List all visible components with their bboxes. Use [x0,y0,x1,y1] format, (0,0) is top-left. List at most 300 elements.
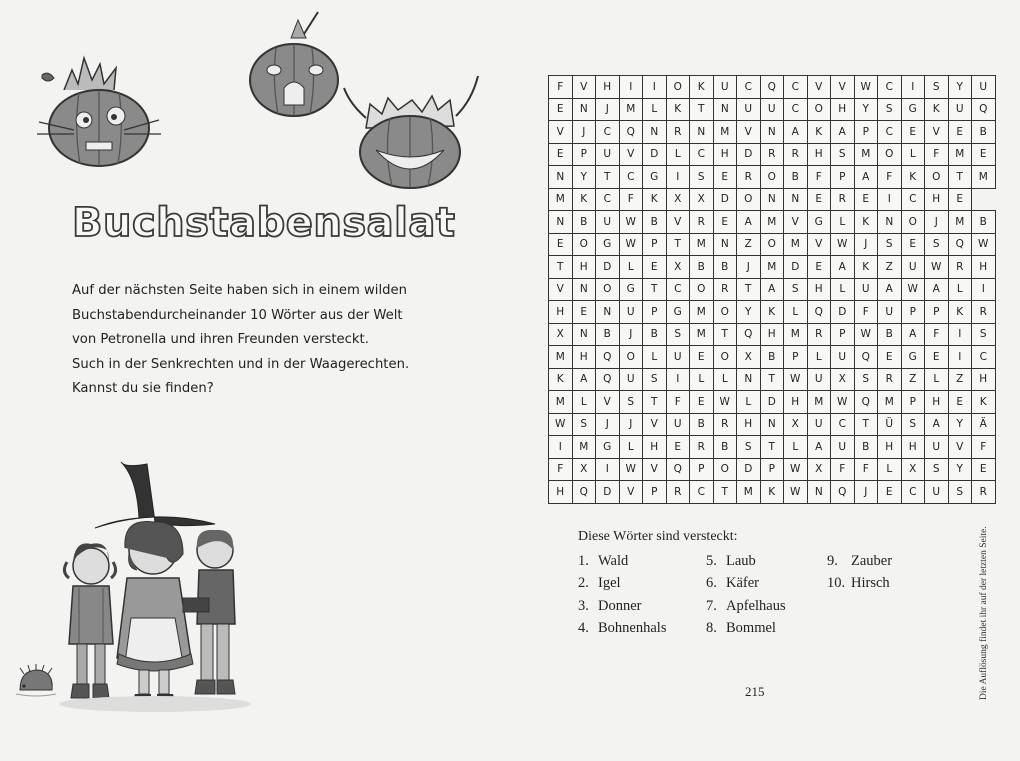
grid-cell[interactable]: L [831,211,855,234]
grid-cell[interactable]: S [854,368,878,391]
grid-cell[interactable]: G [807,211,831,234]
grid-cell[interactable]: U [737,98,761,121]
grid-cell[interactable]: S [643,368,667,391]
grid-cell[interactable]: R [666,481,690,504]
grid-cell[interactable]: D [784,256,808,279]
grid-cell[interactable]: H [925,391,949,414]
grid-cell[interactable]: J [619,323,643,346]
grid-cell[interactable]: U [854,278,878,301]
grid-cell[interactable]: C [784,76,808,99]
grid-cell[interactable]: A [807,436,831,459]
grid-cell[interactable]: J [925,211,949,234]
word-search-grid[interactable] [548,75,996,504]
grid-cell[interactable]: T [713,323,737,346]
grid-cell[interactable]: Q [596,346,620,369]
grid-cell[interactable]: O [713,346,737,369]
grid-cell[interactable]: E [807,256,831,279]
grid-cell[interactable]: S [737,436,761,459]
grid-cell[interactable]: R [690,436,714,459]
grid-cell[interactable]: M [760,211,784,234]
grid-cell[interactable]: N [760,121,784,144]
grid-cell[interactable]: O [572,233,596,256]
grid-cell[interactable]: L [784,436,808,459]
grid-cell[interactable]: T [713,481,737,504]
grid-cell[interactable]: V [549,278,573,301]
grid-cell[interactable]: H [760,323,784,346]
grid-cell[interactable]: J [619,413,643,436]
grid-cell[interactable]: A [737,211,761,234]
grid-cell[interactable]: N [878,211,902,234]
grid-cell[interactable]: Y [948,458,972,481]
grid-cell[interactable]: G [596,233,620,256]
grid-cell[interactable]: Q [596,368,620,391]
grid-cell[interactable]: X [831,368,855,391]
grid-cell[interactable]: S [784,278,808,301]
grid-cell[interactable]: M [854,143,878,166]
grid-cell[interactable]: V [925,121,949,144]
grid-cell[interactable]: P [643,233,667,256]
grid-cell[interactable]: O [878,143,902,166]
grid-cell[interactable]: W [854,323,878,346]
grid-cell[interactable]: S [972,323,996,346]
grid-cell[interactable]: W [784,368,808,391]
grid-cell[interactable]: S [925,76,949,99]
grid-cell[interactable]: A [878,278,902,301]
grid-cell[interactable]: V [619,143,643,166]
grid-cell[interactable]: H [572,256,596,279]
grid-cell[interactable]: R [831,188,855,211]
grid-cell[interactable]: K [854,256,878,279]
grid-cell[interactable]: P [901,301,925,324]
grid-cell[interactable]: H [807,278,831,301]
grid-cell[interactable]: N [760,188,784,211]
grid-cell[interactable]: W [619,211,643,234]
grid-cell[interactable]: Q [854,346,878,369]
grid-cell[interactable]: N [784,188,808,211]
grid-cell[interactable]: W [925,256,949,279]
grid-cell[interactable]: G [643,166,667,189]
grid-cell[interactable]: V [549,121,573,144]
grid-cell[interactable]: F [807,166,831,189]
grid-cell[interactable]: V [572,76,596,99]
grid-cell[interactable]: W [972,233,996,256]
grid-cell[interactable]: V [666,211,690,234]
grid-cell[interactable]: E [643,256,667,279]
grid-cell[interactable]: U [948,98,972,121]
grid-cell[interactable]: X [572,458,596,481]
grid-cell[interactable]: O [666,76,690,99]
grid-cell[interactable]: P [831,323,855,346]
grid-cell[interactable]: E [713,166,737,189]
grid-cell[interactable]: H [713,143,737,166]
grid-cell[interactable]: B [854,436,878,459]
grid-cell[interactable]: L [901,143,925,166]
grid-cell[interactable]: L [948,278,972,301]
grid-cell[interactable]: R [807,323,831,346]
grid-cell[interactable]: E [666,436,690,459]
grid-cell[interactable]: F [666,391,690,414]
grid-cell[interactable]: U [925,436,949,459]
grid-cell[interactable]: F [925,143,949,166]
grid-cell[interactable]: Q [760,76,784,99]
grid-cell[interactable]: G [666,301,690,324]
grid-cell[interactable]: S [925,233,949,256]
grid-cell[interactable]: E [948,391,972,414]
grid-cell[interactable]: L [878,458,902,481]
grid-cell[interactable]: N [549,211,573,234]
grid-cell[interactable]: M [690,301,714,324]
grid-cell[interactable]: K [666,98,690,121]
grid-cell[interactable]: C [619,166,643,189]
grid-cell[interactable]: C [690,143,714,166]
grid-cell[interactable]: Q [666,458,690,481]
grid-cell[interactable]: M [784,233,808,256]
grid-cell[interactable]: E [972,458,996,481]
grid-cell[interactable]: M [713,121,737,144]
grid-cell[interactable]: U [878,301,902,324]
grid-cell[interactable]: I [549,436,573,459]
grid-cell[interactable]: S [619,391,643,414]
grid-cell[interactable]: L [572,391,596,414]
grid-cell[interactable]: L [619,256,643,279]
grid-cell[interactable]: O [619,346,643,369]
grid-cell[interactable]: E [901,233,925,256]
grid-cell[interactable]: M [760,256,784,279]
grid-cell[interactable]: U [831,346,855,369]
grid-cell[interactable]: B [972,211,996,234]
grid-cell[interactable]: N [713,233,737,256]
grid-cell[interactable]: D [737,143,761,166]
grid-cell[interactable]: Q [807,301,831,324]
grid-cell[interactable]: K [760,481,784,504]
grid-cell[interactable]: P [690,458,714,481]
grid-cell[interactable]: H [643,436,667,459]
grid-cell[interactable]: W [901,278,925,301]
grid-cell[interactable]: U [713,76,737,99]
grid-cell[interactable]: R [690,211,714,234]
grid-cell[interactable]: T [643,391,667,414]
grid-cell[interactable]: E [972,143,996,166]
grid-cell[interactable]: L [666,143,690,166]
grid-cell[interactable]: F [549,76,573,99]
grid-cell[interactable]: K [901,166,925,189]
grid-cell[interactable]: L [643,346,667,369]
grid-cell[interactable]: N [572,323,596,346]
grid-cell[interactable]: Z [878,256,902,279]
grid-cell[interactable]: C [901,188,925,211]
grid-cell[interactable]: I [643,76,667,99]
grid-cell[interactable]: M [549,346,573,369]
grid-cell[interactable]: I [972,278,996,301]
grid-cell[interactable]: M [549,391,573,414]
grid-cell[interactable]: E [713,211,737,234]
grid-cell[interactable]: H [549,481,573,504]
grid-cell[interactable]: B [878,323,902,346]
grid-cell[interactable]: H [972,256,996,279]
grid-cell[interactable]: E [572,301,596,324]
grid-cell[interactable]: L [807,346,831,369]
grid-cell[interactable]: Q [854,391,878,414]
grid-cell[interactable]: A [925,413,949,436]
grid-cell[interactable]: N [807,481,831,504]
grid-cell[interactable]: A [901,323,925,346]
grid-cell[interactable]: T [643,278,667,301]
grid-cell[interactable]: E [690,346,714,369]
grid-cell[interactable]: F [854,458,878,481]
grid-cell[interactable]: E [948,121,972,144]
grid-cell[interactable]: F [972,436,996,459]
grid-cell[interactable]: A [854,166,878,189]
grid-cell[interactable]: K [549,368,573,391]
grid-cell[interactable]: V [831,76,855,99]
grid-cell[interactable]: F [925,323,949,346]
grid-cell[interactable]: A [925,278,949,301]
grid-cell[interactable]: E [854,188,878,211]
grid-cell[interactable]: S [831,143,855,166]
grid-cell[interactable]: U [807,368,831,391]
grid-cell[interactable]: J [596,98,620,121]
grid-cell[interactable]: V [784,211,808,234]
grid-cell[interactable]: V [737,121,761,144]
grid-cell[interactable]: L [831,278,855,301]
grid-cell[interactable]: I [948,323,972,346]
grid-cell[interactable]: E [878,346,902,369]
grid-cell[interactable]: A [784,121,808,144]
grid-cell[interactable]: E [925,346,949,369]
grid-cell[interactable]: L [713,368,737,391]
grid-cell[interactable]: X [549,323,573,346]
grid-cell[interactable]: R [784,143,808,166]
grid-cell[interactable]: N [643,121,667,144]
grid-cell[interactable]: M [878,391,902,414]
grid-cell[interactable]: K [972,391,996,414]
grid-cell[interactable]: T [737,278,761,301]
grid-cell[interactable]: B [713,436,737,459]
grid-cell[interactable]: P [925,301,949,324]
grid-cell[interactable]: S [572,413,596,436]
grid-cell[interactable]: W [619,458,643,481]
grid-cell[interactable]: O [690,278,714,301]
grid-cell[interactable]: N [713,98,737,121]
grid-cell[interactable]: V [948,436,972,459]
grid-cell[interactable]: C [972,346,996,369]
grid-cell[interactable]: N [760,413,784,436]
grid-cell[interactable]: C [737,76,761,99]
grid-cell[interactable]: O [713,301,737,324]
grid-cell[interactable]: J [854,233,878,256]
grid-cell[interactable]: P [854,121,878,144]
grid-cell[interactable]: W [854,76,878,99]
grid-cell[interactable]: R [666,121,690,144]
grid-cell[interactable]: K [760,301,784,324]
grid-cell[interactable]: B [690,256,714,279]
grid-cell[interactable]: L [925,368,949,391]
grid-cell[interactable]: U [619,368,643,391]
grid-cell[interactable]: K [807,121,831,144]
grid-cell[interactable]: V [643,458,667,481]
grid-cell[interactable]: U [901,256,925,279]
grid-cell[interactable]: Q [572,481,596,504]
grid-cell[interactable]: M [972,166,996,189]
grid-cell[interactable]: O [596,278,620,301]
grid-cell[interactable]: D [596,256,620,279]
grid-cell[interactable]: J [737,256,761,279]
grid-cell[interactable]: R [760,143,784,166]
grid-cell[interactable]: M [807,391,831,414]
grid-cell[interactable]: X [784,413,808,436]
grid-cell[interactable]: I [666,166,690,189]
grid-cell[interactable]: B [643,323,667,346]
grid-cell[interactable]: M [572,436,596,459]
grid-cell[interactable]: B [690,413,714,436]
grid-cell[interactable]: R [972,481,996,504]
grid-cell[interactable]: N [572,278,596,301]
grid-cell[interactable]: T [549,256,573,279]
grid-cell[interactable]: V [596,391,620,414]
grid-cell[interactable]: L [690,368,714,391]
grid-cell[interactable]: C [690,481,714,504]
grid-cell[interactable]: E [549,233,573,256]
grid-cell[interactable]: V [619,481,643,504]
grid-cell[interactable]: I [878,188,902,211]
grid-cell[interactable]: P [784,346,808,369]
grid-cell[interactable]: J [854,481,878,504]
grid-cell[interactable]: E [807,188,831,211]
grid-cell[interactable]: N [549,166,573,189]
grid-cell[interactable]: M [948,211,972,234]
grid-cell[interactable]: I [901,76,925,99]
grid-cell[interactable]: D [596,481,620,504]
grid-cell[interactable]: A [572,368,596,391]
grid-cell[interactable]: C [878,121,902,144]
grid-cell[interactable]: I [948,346,972,369]
grid-cell[interactable]: W [831,391,855,414]
grid-cell[interactable]: A [831,121,855,144]
grid-cell[interactable]: M [619,98,643,121]
grid-cell[interactable]: H [807,143,831,166]
grid-cell[interactable]: P [831,166,855,189]
grid-cell[interactable]: W [549,413,573,436]
grid-cell[interactable]: U [596,143,620,166]
grid-cell[interactable]: D [760,391,784,414]
grid-cell[interactable]: I [666,368,690,391]
grid-cell[interactable]: S [925,458,949,481]
grid-cell[interactable]: X [737,346,761,369]
grid-cell[interactable]: S [878,98,902,121]
grid-cell[interactable]: K [854,211,878,234]
grid-cell[interactable]: Q [948,233,972,256]
grid-cell[interactable]: K [643,188,667,211]
grid-cell[interactable]: P [643,301,667,324]
grid-cell[interactable]: H [596,76,620,99]
grid-cell[interactable]: U [807,413,831,436]
grid-cell[interactable]: I [596,458,620,481]
grid-cell[interactable]: W [713,391,737,414]
grid-cell[interactable]: Q [972,98,996,121]
grid-cell[interactable]: X [666,256,690,279]
grid-cell[interactable]: Y [948,413,972,436]
grid-cell[interactable]: I [619,76,643,99]
grid-cell[interactable]: T [760,436,784,459]
grid-cell[interactable]: C [596,121,620,144]
grid-cell[interactable]: U [666,346,690,369]
grid-cell[interactable]: R [878,368,902,391]
grid-cell[interactable]: G [901,98,925,121]
grid-cell[interactable]: X [666,188,690,211]
grid-cell[interactable]: R [713,413,737,436]
grid-cell[interactable]: O [901,211,925,234]
grid-cell[interactable]: P [760,458,784,481]
grid-cell[interactable]: Q [737,323,761,346]
grid-cell[interactable]: E [549,98,573,121]
grid-cell[interactable]: S [878,233,902,256]
grid-cell[interactable]: A [831,256,855,279]
grid-cell[interactable]: E [948,188,972,211]
grid-cell[interactable]: Q [831,481,855,504]
grid-cell[interactable]: T [690,98,714,121]
grid-cell[interactable]: U [619,301,643,324]
grid-cell[interactable]: K [948,301,972,324]
grid-cell[interactable]: H [572,346,596,369]
grid-cell[interactable]: Y [572,166,596,189]
grid-cell[interactable]: P [572,143,596,166]
grid-cell[interactable]: M [948,143,972,166]
grid-cell[interactable]: Y [737,301,761,324]
grid-cell[interactable]: H [831,98,855,121]
grid-cell[interactable]: E [878,481,902,504]
grid-cell[interactable]: V [807,233,831,256]
grid-cell[interactable]: Q [619,121,643,144]
grid-cell[interactable]: U [925,481,949,504]
grid-cell[interactable]: G [596,436,620,459]
grid-cell[interactable]: O [760,233,784,256]
grid-cell[interactable]: K [690,76,714,99]
grid-cell[interactable]: S [948,481,972,504]
grid-cell[interactable]: J [572,121,596,144]
grid-cell[interactable]: S [666,323,690,346]
grid-cell[interactable]: R [737,166,761,189]
grid-cell[interactable]: G [901,346,925,369]
grid-cell[interactable]: D [831,301,855,324]
grid-cell[interactable]: D [643,143,667,166]
grid-cell[interactable]: F [549,458,573,481]
grid-cell[interactable]: R [972,301,996,324]
grid-cell[interactable]: H [925,188,949,211]
grid-cell[interactable]: O [713,458,737,481]
grid-cell[interactable]: F [878,166,902,189]
grid-cell[interactable]: C [878,76,902,99]
grid-cell[interactable]: O [925,166,949,189]
grid-cell[interactable]: E [690,391,714,414]
grid-cell[interactable]: B [760,346,784,369]
grid-cell[interactable]: N [737,368,761,391]
grid-cell[interactable]: R [713,278,737,301]
grid-cell[interactable]: F [831,458,855,481]
grid-cell[interactable]: D [737,458,761,481]
grid-cell[interactable]: W [831,233,855,256]
grid-cell[interactable]: X [807,458,831,481]
grid-cell[interactable]: S [690,166,714,189]
grid-cell[interactable]: B [596,323,620,346]
grid-cell[interactable]: W [784,481,808,504]
grid-cell[interactable]: W [619,233,643,256]
grid-cell[interactable]: L [784,301,808,324]
grid-cell[interactable]: F [619,188,643,211]
grid-cell[interactable]: B [643,211,667,234]
grid-cell[interactable]: Y [948,76,972,99]
grid-cell[interactable]: Y [854,98,878,121]
grid-cell[interactable]: M [690,323,714,346]
